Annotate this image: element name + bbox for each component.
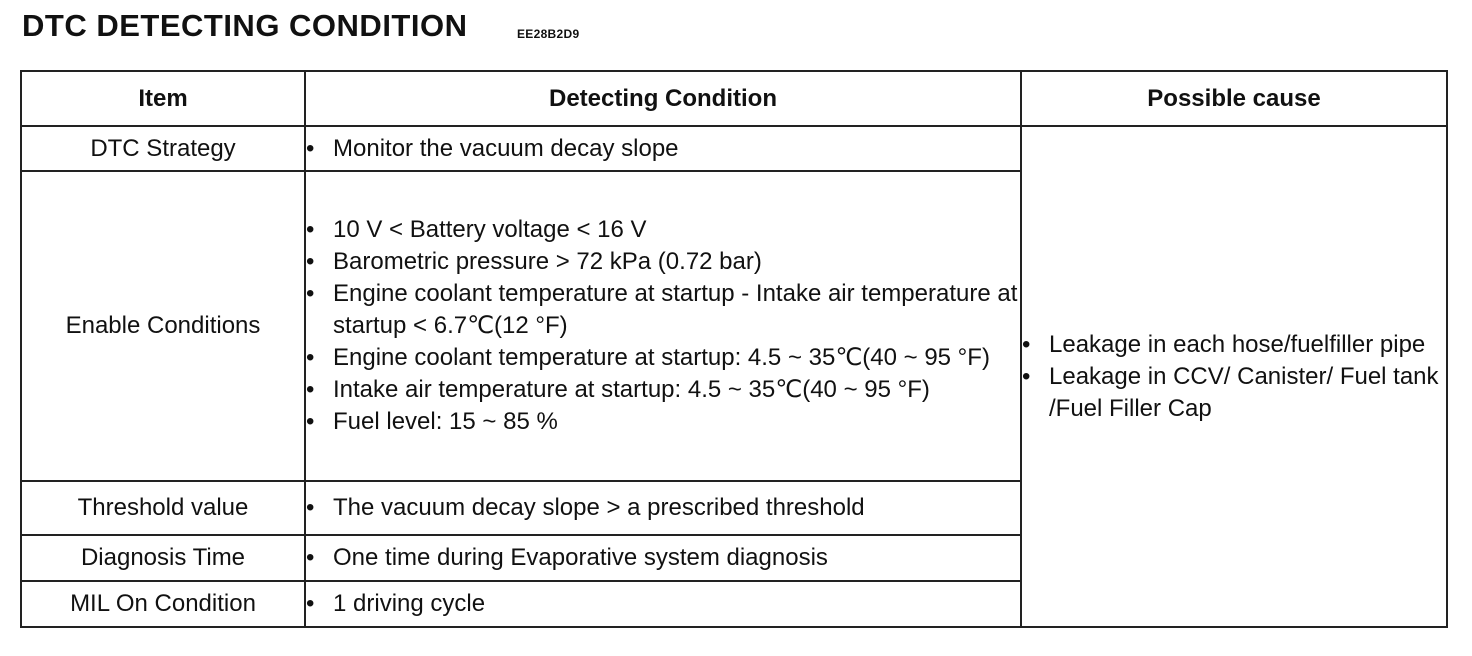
row-conditions [305, 481, 1021, 535]
possible-cause-cell [1021, 126, 1447, 627]
row-item-label: Diagnosis Time [21, 535, 305, 581]
document-code: EE28B2D9 [517, 27, 580, 41]
header-detecting-condition: Detecting Condition [305, 71, 1021, 126]
row-item-label: Enable Conditions [21, 171, 305, 481]
table-header-row [21, 71, 1447, 126]
condition-bullet: • Intake air temperature at startup: 4.5 ~ 35℃(40 ~ 95 °F) [306, 374, 1020, 406]
cause-bullet: • Leakage in each hose/fuelfiller pipe [1022, 329, 1446, 361]
cause-bullet: • Leakage in CCV/ Canister/ Fuel tank /Fuel Filler Cap [1022, 361, 1446, 425]
dtc-condition-table [20, 70, 1448, 628]
condition-bullet: • Barometric pressure > 72 kPa (0.72 bar) [306, 246, 1020, 278]
row-conditions [305, 535, 1021, 581]
header-possible-cause: Possible cause [1021, 71, 1447, 126]
condition-bullet: • Fuel level: 15 ~ 85 % [306, 406, 1020, 438]
condition-bullet: • 10 V < Battery voltage < 16 V [306, 214, 1020, 246]
row-conditions [305, 581, 1021, 627]
condition-bullet: • The vacuum decay slope > a prescribed threshold [306, 492, 1020, 524]
row-item-label: DTC Strategy [21, 126, 305, 171]
condition-bullet: • 1 driving cycle [306, 588, 1020, 620]
condition-bullet: • One time during Evaporative system diagnosis [306, 542, 1020, 574]
row-conditions [305, 171, 1021, 481]
condition-bullet: • Monitor the vacuum decay slope [306, 133, 1020, 165]
header-item: Item [21, 71, 305, 126]
row-item-label: Threshold value [21, 481, 305, 535]
row-item-label: MIL On Condition [21, 581, 305, 627]
row-conditions [305, 126, 1021, 171]
condition-bullet: • Engine coolant temperature at startup: 4.5 ~ 35℃(40 ~ 95 °F) [306, 342, 1020, 374]
condition-bullet: • Engine coolant temperature at startup - Intake air temperature at startup < 6.7℃(12 °F) [306, 278, 1020, 342]
table-row [21, 126, 1447, 171]
page-title: DTC DETECTING CONDITION [22, 8, 468, 43]
